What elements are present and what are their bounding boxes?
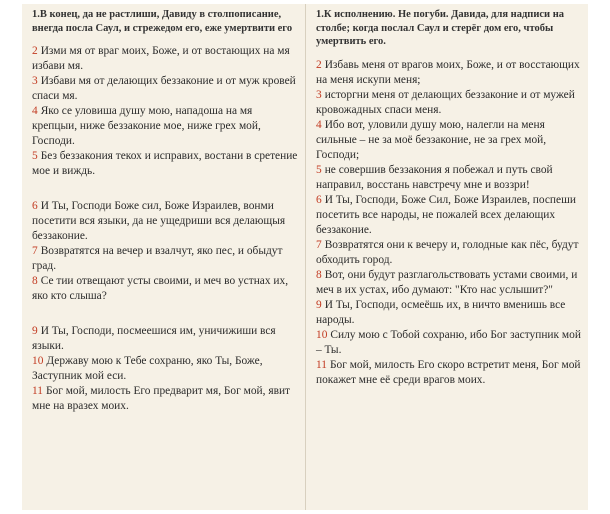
verse-text: Бог мой, милость Его предварит мя, Бог мой, явит мне на вразех моих.	[32, 385, 291, 413]
psalm-parallel-table	[22, 4, 588, 510]
verse-number: 2	[316, 58, 322, 71]
verse-9	[316, 298, 582, 328]
verse-text: Без беззакония текох и исправих, востани в сретение мое и виждь.	[32, 150, 298, 178]
verse-number: 11	[316, 358, 327, 371]
right-heading: 1.К исполнению. Не погуби. Давида, для надписи на столбе; когда послал Саул и стерёг дом его, чтобы умертвить его.	[316, 9, 565, 48]
verse-text: Силу мою с Тобой сохраню, ибо Бог заступник мой – Ты.	[316, 328, 581, 356]
verse-text: Избавь меня от врагов моих, Боже, и от восстающих на меня искупи меня;	[316, 58, 580, 86]
verse-2	[32, 44, 299, 74]
verse-text: Избави мя от делающих беззаконие и от муж кровей спаси мя.	[32, 75, 296, 103]
verse-number: 6	[32, 200, 38, 213]
verse-number: 10	[316, 328, 328, 341]
verse-text: Ибо вот, уловили душу мою, налегли на меня сильные – не за моё беззаконие, не за грех мой, Господи;	[316, 118, 547, 161]
verse-number: 7	[32, 245, 38, 258]
verse-text: исторгни меня от делающих беззаконие и от мужей кровожадных спаси меня.	[316, 88, 575, 116]
russian-column	[305, 4, 588, 510]
verse-10	[32, 354, 299, 384]
verse-number: 8	[32, 275, 38, 288]
verse-text: Державу мою к Тебе сохраню, яко Ты, Боже, Заступник мой еси.	[32, 355, 263, 383]
verse-11	[316, 358, 582, 388]
verse-text: И Ты, Господи, осмеёшь их, в ничто вменишь все народы.	[316, 298, 566, 326]
verse-text: Вот, они будут разглагольствовать устами своими, и меч в их устах, ибо думают: "Кто нас услышит?"	[316, 268, 578, 296]
verse-6	[316, 193, 582, 238]
verse-number: 11	[32, 385, 43, 398]
verse-text: И Ты, Господи, посмеешися им, уничижиши вся языки.	[32, 325, 276, 353]
verse-6	[32, 199, 299, 244]
verse-5	[32, 149, 299, 179]
verse-number: 3	[32, 75, 38, 88]
verse-7	[32, 244, 299, 274]
verse-7	[316, 238, 582, 268]
verse-text: Яко се уловиша душу мою, нападоша на мя крепцыи, ниже беззаконие мое, ниже грех мой, Господи.	[32, 105, 261, 148]
verse-4	[316, 118, 582, 163]
verse-8	[32, 274, 299, 304]
verse-text: Изми мя от враг моих, Боже, и от востающих на мя избави мя.	[32, 45, 290, 73]
verse-number: 3	[316, 88, 322, 101]
verse-number: 8	[316, 268, 322, 281]
verse-text: Возвратятся они к вечеру и, голодные как пёс, будут обходить город.	[316, 238, 579, 266]
verse-3	[32, 74, 299, 104]
verse-text: Се тии отвещают усты своими, и меч во устнах их, яко кто слыша?	[32, 275, 289, 303]
verse-number: 6	[316, 193, 322, 206]
verse-10	[316, 328, 582, 358]
verse-text: Возвратятся на вечер и взалчут, яко пес, и обыдут град.	[32, 245, 283, 273]
verse-text: Бог мой, милость Его скоро встретит меня, Бог мой покажет мне её среди врагов моих.	[316, 358, 581, 386]
verse-5	[316, 163, 582, 193]
verse-text: И Ты, Господи, Боже Сил, Боже Израилев, поспеши посетить все народы, не пожалей всех делающих беззаконие.	[316, 193, 576, 236]
verse-number: 9	[316, 298, 322, 311]
verse-number: 9	[32, 325, 38, 338]
verse-number: 4	[32, 105, 38, 118]
verse-text: И Ты, Господи Боже сил, Боже Израилев, вонми посетити вся языки, да не ущедриши вся делающыя беззаконие.	[32, 200, 286, 243]
verse-number: 4	[316, 118, 322, 131]
verse-11	[32, 384, 299, 414]
left-heading: 1.В конец, да не растлиши, Давиду в столпописание, внегда посла Саул, и стрежедом его, еже умертвити его	[32, 9, 293, 34]
verse-2	[316, 58, 582, 88]
verse-3	[316, 88, 582, 118]
verse-8	[316, 268, 582, 298]
verse-9	[32, 324, 299, 354]
verse-4	[32, 104, 299, 149]
church-slavonic-column	[22, 4, 305, 510]
verse-text: не совершив беззакония я побежал и путь свой направил, восстань навстречу мне и воззри!	[316, 163, 553, 191]
verse-number: 5	[316, 163, 322, 176]
verse-number: 10	[32, 355, 44, 368]
verse-number: 5	[32, 150, 38, 163]
verse-number: 7	[316, 238, 322, 251]
verse-number: 2	[32, 45, 38, 58]
